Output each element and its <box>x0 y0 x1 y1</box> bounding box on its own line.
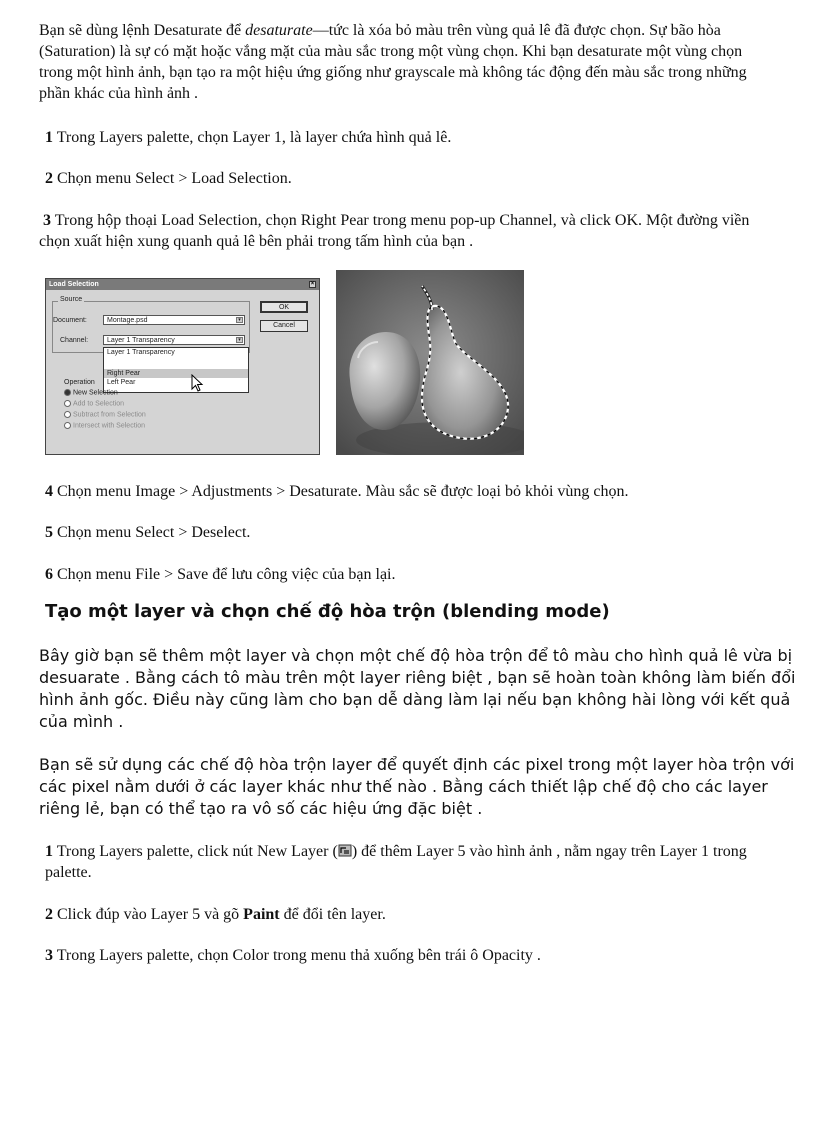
dropdown-separator <box>104 357 248 369</box>
step-number: 6 <box>45 566 53 583</box>
step-number: 1 <box>45 843 53 860</box>
close-icon: × <box>310 281 315 287</box>
load-selection-dialog-image <box>45 278 320 455</box>
document-select <box>103 315 245 325</box>
step-number: 2 <box>45 906 53 923</box>
step-5 <box>45 522 785 543</box>
radio-label: New Selection <box>73 389 118 397</box>
new-step-2 <box>45 904 785 925</box>
intro-italic-term: desaturate <box>245 22 313 39</box>
step-text: Trong Layers palette, click nút New Layer ( <box>53 843 338 860</box>
step-1 <box>45 127 785 148</box>
step-text-cont: ) để thêm Layer 5 vào hình ảnh , nằm ngay trên Layer 1 trong palette. <box>45 843 747 881</box>
radio-label: Intersect with Selection <box>73 422 145 430</box>
step-6 <box>45 564 785 585</box>
radio-add <box>64 400 124 407</box>
pears-image <box>336 270 524 455</box>
step-number: 3 <box>43 212 51 229</box>
channel-value: Layer 1 Transparency <box>107 337 175 344</box>
step-text-cont: để đổi tên layer. <box>279 906 386 923</box>
dialog-titlebar <box>46 279 319 290</box>
step-text: Chọn menu Image > Adjustments > Desaturate. Màu sắc sẽ được loại bỏ khỏi vùng chọn. <box>53 483 629 500</box>
body-paragraph-1: Bây giờ bạn sẽ thêm một layer và chọn một chế độ hòa trộn để tô màu cho hình quả lê vừa bị desuarate . Bằng cách tô màu trên một layer riêng biệt , bạn sẽ hoàn toàn không làm biến đổi hình ảnh gốc. Điều này cũng làm cho bạn dễ dàng làm lại nếu bạn không hài lòng với kết quả của mình . <box>39 646 796 731</box>
step-text: Click đúp vào Layer 5 và gõ <box>53 906 244 923</box>
step-text: Chọn menu File > Save để lưu công việc của bạn lại. <box>53 566 396 583</box>
radio-label: Add to Selection <box>73 400 124 408</box>
radio-icon <box>64 400 71 407</box>
pears-illustration <box>336 270 524 455</box>
step-text: Trong Layers palette, chọn Color trong menu thả xuống bên trái ô Opacity . <box>53 947 541 964</box>
step-number: 5 <box>45 524 53 541</box>
chevron-down-icon: ▾ <box>236 317 243 323</box>
chevron-down-icon: ▾ <box>236 337 243 343</box>
radio-icon <box>64 411 71 418</box>
dropdown-item-right-pear: Right Pear <box>104 369 248 378</box>
dropdown-item-left-pear: Left Pear <box>107 379 136 386</box>
step-number: 2 <box>45 170 53 187</box>
intro-text-cont: —tức là xóa bỏ màu trên vùng quả lê đã được chọn. Sự bão hòa (Saturation) là sự có mặt hoặc vắng mặt của màu sắc trong một vùng chọn. Khi bạn desaturate một vùng chọn trong một hình ảnh, bạn tạo ra một hiệu ứng giống như grayscale mà không tác động đến màu sắc trong những phần khác của hình ảnh . <box>39 22 747 102</box>
document-value: Montage.psd <box>107 317 148 324</box>
channel-select <box>103 335 245 345</box>
section-heading: Tạo một layer và chọn chế độ hòa trộn (blending mode) <box>45 601 610 622</box>
step-number: 4 <box>45 483 53 500</box>
step-number: 1 <box>45 129 53 146</box>
cancel-button: Cancel <box>260 320 308 332</box>
step-bold-term: Paint <box>243 906 280 923</box>
channel-label: Channel: <box>60 337 89 344</box>
dialog-title: Load Selection <box>49 281 99 288</box>
step-text: Trong Layers palette, chọn Layer 1, là layer chứa hình quả lê. <box>53 129 452 146</box>
intro-paragraph <box>39 20 779 104</box>
step-text: Chọn menu Select > Deselect. <box>53 524 251 541</box>
radio-new-selection <box>64 389 118 396</box>
ok-button: OK <box>260 301 308 313</box>
radio-intersect <box>64 422 145 429</box>
intro-text: Bạn sẽ dùng lệnh Desaturate để <box>39 22 246 39</box>
radio-icon <box>64 422 71 429</box>
operation-label: Operation <box>64 379 95 386</box>
new-step-1 <box>45 841 785 883</box>
document-label: Document: <box>53 317 87 324</box>
dropdown-item: Layer 1 Transparency <box>107 349 175 356</box>
new-layer-icon <box>338 844 352 857</box>
step-4 <box>45 481 785 502</box>
step-2 <box>45 168 785 189</box>
new-step-3 <box>45 945 785 966</box>
radio-subtract <box>64 411 146 418</box>
radio-selected-icon <box>64 389 71 396</box>
mouse-cursor-icon <box>191 374 205 392</box>
step-3 <box>39 210 784 252</box>
source-label: Source <box>60 296 83 303</box>
step-text: Trong hộp thoại Load Selection, chọn Right Pear trong menu pop-up Channel, và click OK. Một đường viền chọn xuất hiện xung quanh quả lê bên phải trong tấm hình của bạn . <box>39 212 750 250</box>
body-paragraph-2: Bạn sẽ sử dụng các chế độ hòa trộn layer để quyết định các pixel trong một layer hòa trộn với các pixel nằm dưới ở các layer khác như thế nào . Bằng cách thiết lập chế độ cho các layer riêng lẻ, bạn có thể tạo ra vô số các hiệu ứng đặc biệt . <box>39 755 795 818</box>
channel-dropdown-list <box>103 347 249 393</box>
step-text: Chọn menu Select > Load Selection. <box>53 170 292 187</box>
step-number: 3 <box>45 947 53 964</box>
radio-label: Subtract from Selection <box>73 411 146 419</box>
